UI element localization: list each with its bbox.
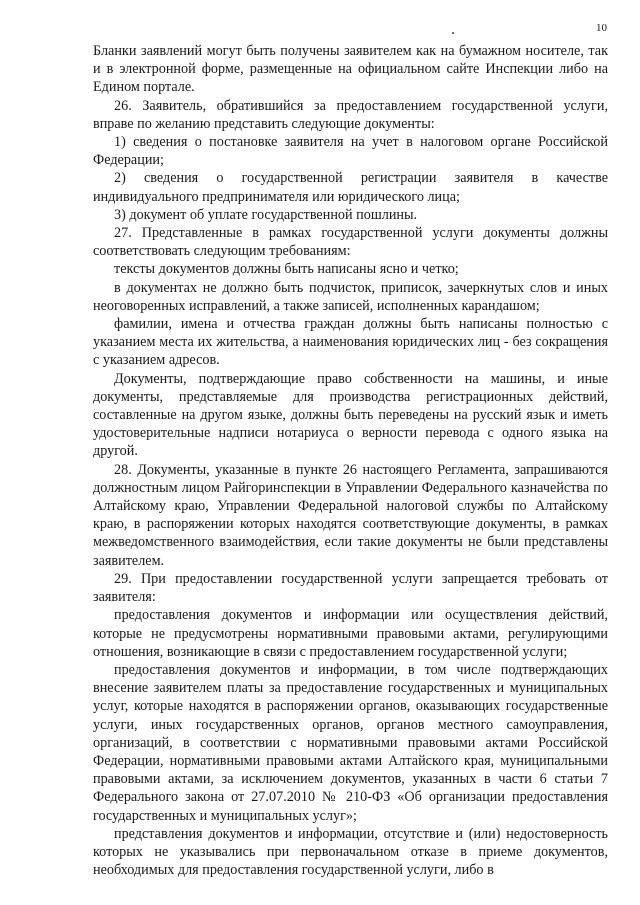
prohibition-2: предоставления документов и информации, в том числе подтверждающих внесение заявителем платы за предоставление государственных и муниципальных услуг, которые находятся в распоряжении органов, оказывающих государственные услуги, иных государственных органов, органов местного самоуправления, организаций, в соответствии с нормативными правовыми актами Российской Федерации, нормативными правовыми актами Алтайского края, муниципальными правовыми актами, за исключением документов, указанных в части 6 статьи 7 Федерального закона от 27.07.2010 № 210-ФЗ «Об организации предоставления государственных и муниципальных услуг»; (93, 661, 608, 824)
paragraph-translation: Документы, подтверждающие право собственности на машины, и иные документы, представляемые для производства регистрационных действий, составленные на другом языке, должны быть переведены на русский язык и иметь удостоверительные надписи нотариуса о верности перевода с одного языка на другой. (93, 370, 608, 460)
prohibition-3: представления документов и информации, отсутствие и (или) недостоверность которых не указывались при первоначальном отказе в приеме документов, необходимых для предоставления государственной услуги, либо в (93, 825, 608, 879)
scan-speck (452, 32, 454, 34)
requirement-clear-text: тексты документов должны быть написаны ясно и четко; (114, 261, 459, 278)
paragraph-28: 28. Документы, указанные в пункте 26 настоящего Регламента, запрашиваются должностным лицом Райгоринспекции в Управлении Федерального казначейства по Алтайскому краю, Управлении Федеральной налоговой службы по Алтайскому краю, в распоряжении которых находятся соответствующие документы, в рамках межведомственного взаимодействия, если такие документы не были представлены заявителем. (93, 461, 608, 569)
list-item-26-2: 2) сведения о государственной регистрации заявителя в качестве индивидуального предпринимателя или юридического лица; (93, 170, 608, 205)
document-body (93, 42, 608, 879)
paragraph-29: 29. При предоставлении государственной услуги запрещается требовать от заявителя: (93, 570, 608, 606)
prohibition-1: предоставления документов и информации или осуществления действий, которые не предусмотрены нормативными правовыми актами, регулирующими отношения, возникающие в связи с предоставлением государственной услуги; (93, 607, 608, 660)
requirement-full-names: фамилии, имена и отчества граждан должны быть написаны полностью с указанием места их жительства, а наименования юридических лиц - без сокращения с указанием адресов. (93, 316, 608, 369)
paragraph-forms: Бланки заявлений могут быть получены заявителем как на бумажном носителе, так и в электронной форме, размещенные на официальном сайте Инспекции либо на Едином портале. (93, 43, 608, 96)
paragraph-26: 26. Заявитель, обратившийся за предоставлением государственной услуги, вправе по желанию представить следующие документы: (93, 97, 608, 132)
paragraph-27: 27. Представленные в рамках государственной услуги документы должны соответствовать следующим требованиям: (93, 225, 608, 260)
requirement-no-corrections: в документах не должно быть подчисток, приписок, зачеркнутых слов и иных неоговоренных исправлений, а также записей, исполненных карандашом; (93, 279, 608, 314)
list-item-26-3: 3) документ об уплате государственной пошлины. (114, 206, 418, 223)
page-number: 10 (596, 22, 607, 34)
list-item-26-1: 1) сведения о постановке заявителя на учет в налоговом органе Российской Федерации; (93, 134, 608, 169)
